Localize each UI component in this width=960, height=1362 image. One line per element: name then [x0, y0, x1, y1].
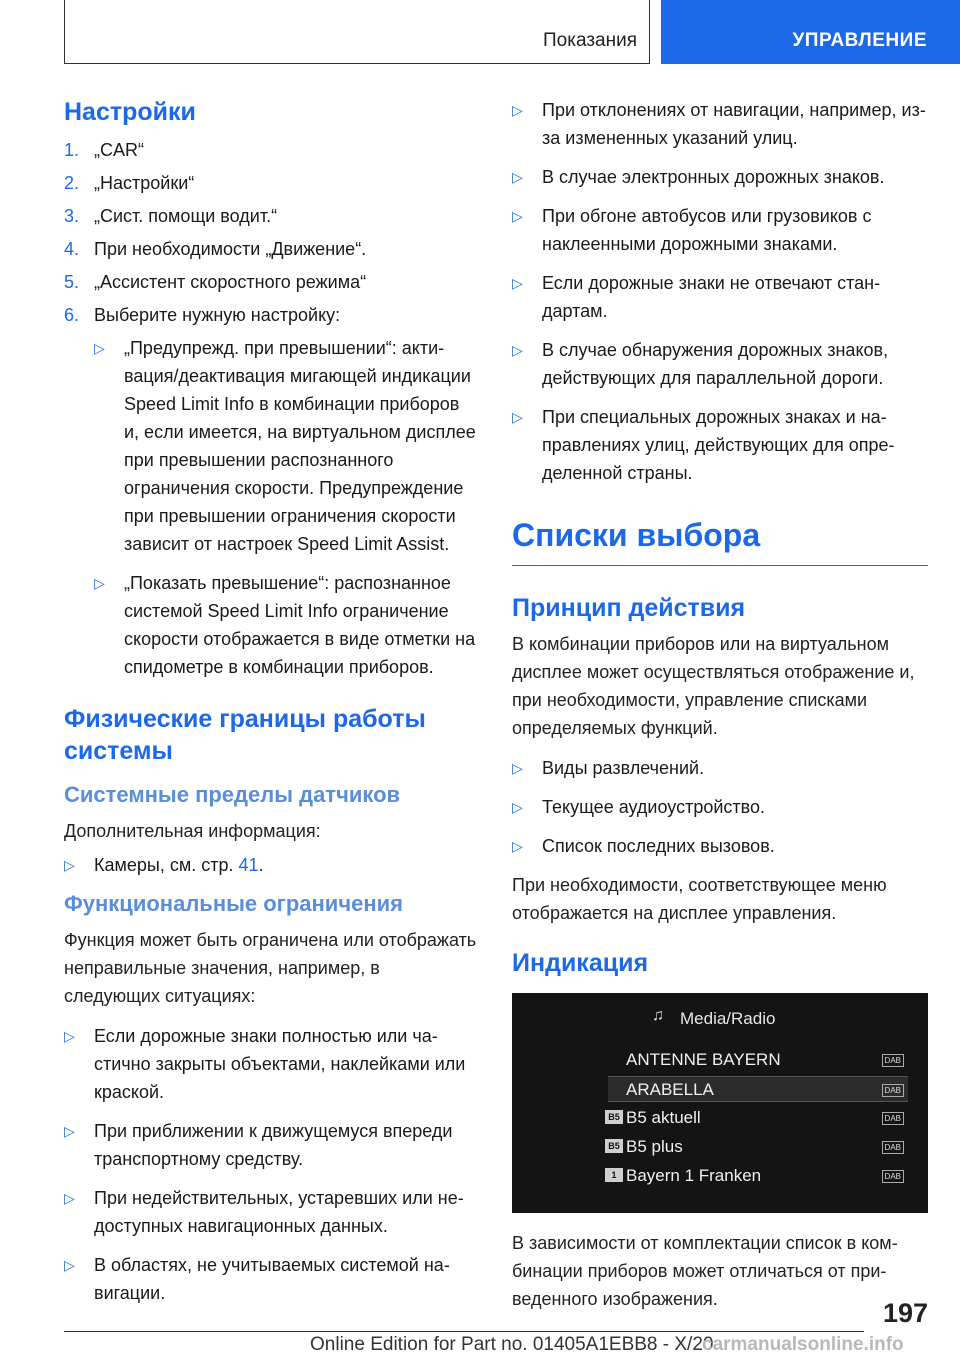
list-item: ▷ В случае обнаружения дорожных знаков, действующих для параллельной дороги. [512, 336, 928, 392]
settings-sub-options [94, 334, 478, 681]
dab-badge: DAB [882, 1141, 904, 1154]
screen-title: Media/Radio [680, 1009, 776, 1028]
triangle-bullet-icon: ▷ [64, 1257, 75, 1273]
station-row[interactable]: B5 B5 plus DAB [608, 1134, 908, 1160]
list-item: ▷ Если дорожные знаки не отвечают стандартам. [512, 269, 928, 325]
display-title: Индикация [512, 949, 649, 977]
principle-text-2: При необходимости, соответствующее меню отображается на дисплее управления. [512, 875, 887, 923]
sensors-list [64, 851, 478, 879]
page-number: 197 [882, 1298, 928, 1328]
station-row[interactable]: 1 Bayern 1 Franken DAB [608, 1163, 908, 1189]
settings-title: Настройки [64, 98, 196, 126]
footer-divider [64, 1331, 864, 1332]
triangle-bullet-icon: ▷ [64, 1190, 75, 1206]
station-row[interactable]: B5 B5 aktuell DAB [608, 1105, 908, 1131]
step-item: 1. „CAR“ [64, 140, 144, 160]
right-column [512, 96, 928, 1319]
page-link[interactable]: 41 [238, 855, 259, 875]
station-logo-icon: B5 [605, 1139, 623, 1153]
triangle-bullet-icon: ▷ [512, 102, 523, 118]
step-item: 4. При необходимости „Движение“. [64, 239, 367, 259]
triangle-bullet-icon: ▷ [94, 575, 105, 591]
step-item: 2. „Настройки“ [64, 173, 195, 193]
display-text: В зависимости от комплектации список в комбинации приборов может отличаться от приведенного изображения. [512, 1233, 898, 1309]
triangle-bullet-icon: ▷ [512, 409, 523, 425]
list-item: ▷ Если дорожные знаки полностью или частично закрыты объектами, наклейками или краской. [64, 1022, 478, 1106]
step-item: 3. „Сист. помощи водит.“ [64, 206, 278, 226]
dab-badge: DAB [882, 1054, 904, 1067]
media-radio-screen [512, 993, 928, 1213]
list-item: ▷ Текущее аудиоустройство. [512, 793, 928, 821]
triangle-bullet-icon: ▷ [94, 340, 105, 356]
sensors-text: Дополнительная информация: [64, 821, 321, 841]
principle-text: В комбинации приборов или на виртуальном дисплее может осуществляться отображение и, при необходимости, управление списками определяемых функций. [512, 634, 915, 738]
triangle-bullet-icon: ▷ [512, 760, 523, 776]
list-item: ▷ „Показать превышение“: распознанное системой Speed Limit Info ограничение скорости отображается в виде отметки на спидометре в комбинации приборов. [94, 569, 478, 681]
list-item: ▷ При приближении к движущемуся впереди транспортному средству. [64, 1117, 478, 1173]
sensors-title: Системные пределы датчиков [64, 782, 401, 807]
limits-title: Физические границы работы системы [64, 705, 426, 765]
left-column [64, 96, 478, 1318]
station-row[interactable]: ANTENNE BAYERN DAB [608, 1047, 908, 1073]
func-list-continued [512, 96, 928, 487]
header-section-label: Показания [543, 30, 637, 51]
func-title: Функциональные ограничения [64, 891, 403, 916]
func-list [64, 1022, 478, 1307]
list-item: ▷ При отклонениях от навигации, например, из-за измененных указаний улиц. [512, 96, 928, 152]
footer-watermark: carmanualsonline.info [702, 1334, 904, 1355]
triangle-bullet-icon: ▷ [512, 799, 523, 815]
station-logo-icon: B5 [605, 1110, 623, 1124]
station-logo-icon: 1 [605, 1168, 623, 1182]
principle-list [512, 754, 928, 860]
lists-title: Списки выбора [512, 513, 928, 566]
list-item: ▷ При недействительных, устаревших или недоступных навигационных данных. [64, 1184, 478, 1240]
triangle-bullet-icon: ▷ [512, 169, 523, 185]
list-item: ▷ В случае электронных дорожных знаков. [512, 163, 928, 191]
step-item: 6. Выберите нужную настройку: [64, 305, 341, 325]
dab-badge: DAB [882, 1112, 904, 1125]
header-active-tab [661, 0, 960, 64]
station-row[interactable]: ARABELLA DAB [608, 1076, 908, 1102]
footer-edition: Online Edition for Part no. 01405A1EBB8 - X/20 [310, 1334, 714, 1355]
list-item: ▷ „Предупрежд. при превышении“: активация/деактивация мигающей индикации Speed Limit Info в комбинации приборов и, если имеется, на виртуальном дисплее при превышении распознанного ограничения скорости. Предупреждение при превышении ограничения скорости зависит от настроек Speed Limit Assist. [94, 334, 478, 558]
media-icon: ♫ [652, 1007, 664, 1024]
func-text: Функция может быть ограничена или отображать неправильные значения, например, в следующих ситуациях: [64, 930, 477, 1006]
dab-badge: DAB [882, 1084, 904, 1097]
list-item: ▷ При специальных дорожных знаках и направлениях улиц, действующих для определенной страны. [512, 403, 928, 487]
list-item: ▷ В областях, не учитываемых системой навигации. [64, 1251, 478, 1307]
triangle-bullet-icon: ▷ [64, 1123, 75, 1139]
list-item: ▷ При обгоне автобусов или грузовиков с наклеенными дорожными знаками. [512, 202, 928, 258]
triangle-bullet-icon: ▷ [64, 857, 75, 873]
triangle-bullet-icon: ▷ [64, 1028, 75, 1044]
settings-steps [64, 136, 478, 329]
list-item: ▷ Виды развлечений. [512, 754, 928, 782]
principle-title: Принцип действия [512, 594, 746, 622]
triangle-bullet-icon: ▷ [512, 838, 523, 854]
step-item: 5. „Ассистент скоростного режима“ [64, 272, 367, 292]
list-item: ▷ Список последних вызовов. [512, 832, 928, 860]
header-active-label: УПРАВЛЕНИЕ [792, 30, 927, 51]
triangle-bullet-icon: ▷ [512, 342, 523, 358]
header-section-tab [64, 0, 650, 64]
triangle-bullet-icon: ▷ [512, 208, 523, 224]
list-item: ▷ Камеры, см. стр. 41. [64, 851, 478, 879]
dab-badge: DAB [882, 1170, 904, 1183]
triangle-bullet-icon: ▷ [512, 275, 523, 291]
